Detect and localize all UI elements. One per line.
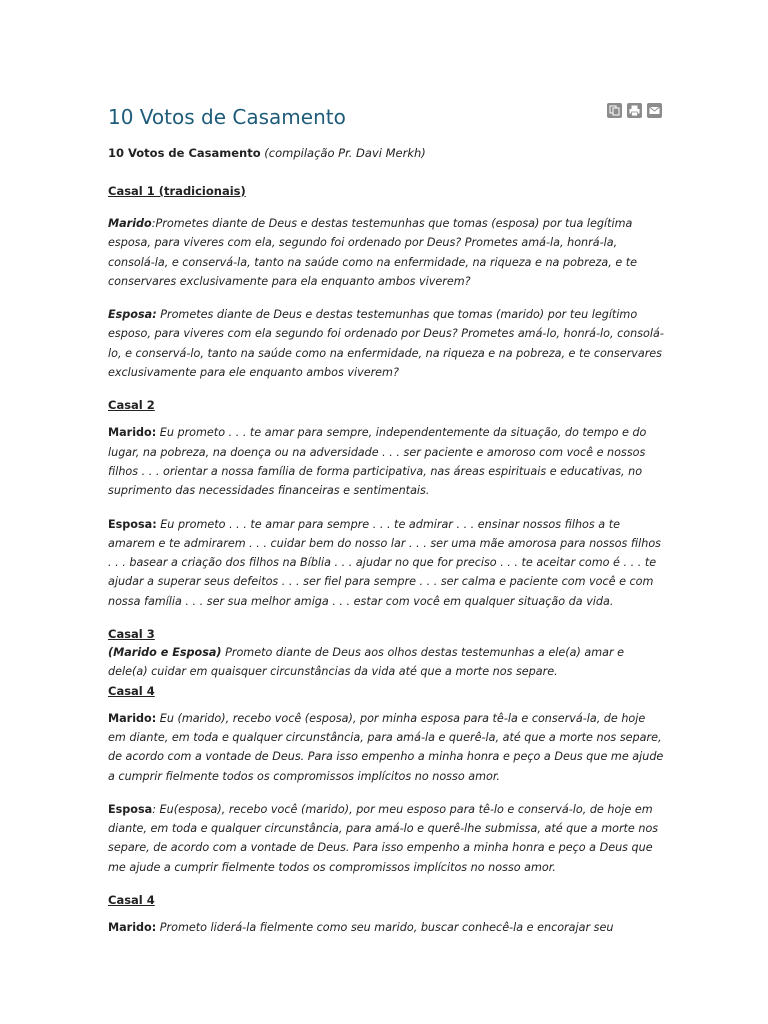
vow-text: Prometo diante de Deus aos olhos destas testemunhas a ele(a) amar e dele(a) cuidar em quaisquer circunstâncias da vida até que a morte nos separe.: [108, 646, 625, 679]
vow-marido-casal-4: [108, 709, 664, 786]
label-esposa: Esposa: [108, 802, 153, 816]
vow-text: Eu (marido), recebo você (esposa), por minha esposa para tê-la e conservá-la, de hoje em diante, em toda e qualquer circunstância, para amá-la e querê-la, até que a morte nos separe, de acordo com a vontade de Deus. Para isso empenho a minha honra e peço a Deus que me ajude a cumprir fielmente todos os compromissos implícitos no nosso amor.: [108, 711, 664, 783]
section-heading-casal-1: Casal 1 (tradicionais): [108, 184, 246, 198]
label-marido: Marido:: [108, 711, 157, 725]
vow-marido-casal-1: [108, 214, 664, 291]
section-heading-casal-4: Casal 4: [108, 683, 155, 698]
label-marido-e-esposa: (Marido e Esposa): [108, 646, 222, 660]
document-page: [108, 100, 664, 937]
subtitle-bold: 10 Votos de Casamento: [108, 146, 261, 160]
vow-casal-3: [108, 643, 664, 682]
vow-text: Prometes diante de Deus e destas testemunhas que tomas (marido) por teu legítimo esposo, para viveres com ela segundo foi ordenado por Deus? Prometes amá-lo, honrá-lo, consolá-lo, e conservá-lo, tanto na saúde como na enfermidade, na riqueza e na pobreza, e te conservares exclusivamente para ele enquanto ambos viverem?: [108, 308, 664, 380]
section-heading-casal-4b: Casal 4: [108, 893, 155, 908]
vow-esposa-casal-1: [108, 305, 664, 382]
subtitle: [108, 145, 664, 161]
subtitle-italic: (compilação Pr. Davi Merkh): [264, 146, 426, 160]
vow-marido-casal-4b: [108, 918, 664, 937]
label-esposa: Esposa:: [108, 517, 157, 531]
vow-text: : Eu(esposa), recebo você (marido), por meu esposo para tê-lo e conservá-lo, de hoje em diante, em toda e qualquer circunstância, para amá-lo e querê-lhe submissa, até que a morte nos separe, de acordo com a vontade de Deus. Para isso empenho a minha honra e peço a Deus que me ajude a cumprir fielmente todos os compromissos implícitos no nosso amor.: [108, 802, 659, 874]
vow-text: Eu prometo . . . te amar para sempre, independentemente da situação, do tempo e do lugar, na pobreza, na doença ou na adversidade . . . ser paciente e amoroso com você e nossos filhos . . . orientar a nossa família de forma participativa, nas áreas espirituais e educativas, no suprimento das necessidades financeiras e sentimentais.: [108, 426, 647, 498]
section-heading-casal-2: Casal 2: [108, 398, 155, 413]
vow-text: Prometo liderá-la fielmente como seu marido, buscar conhecê-la e encorajar seu: [156, 921, 614, 935]
vow-esposa-casal-4: [108, 800, 664, 877]
toolbar-icons: [607, 103, 662, 118]
print-icon[interactable]: [627, 103, 642, 118]
vow-text: Prometes diante de Deus e destas testemunhas que tomas (esposa) por tua legítima esposa, para viveres com ela, segundo foi ordenado por Deus? Prometes amá-la, honrá-la, consolá-la, e conservá-la, tanto na saúde como na enfermidade, na riqueza e na pobreza, e te conservares exclusivamente para ela enquanto ambos viverem?: [108, 217, 638, 288]
label-marido: Marido: [108, 217, 152, 230]
label-marido: Marido:: [108, 921, 157, 935]
vow-text: Eu prometo . . . te amar para sempre . . . te admirar . . . ensinar nossos filhos a te amarem e te admirarem . . . cuidar bem do nosso lar . . . ser uma mãe amorosa para nossos filhos . . . basear a criação dos filhos na Bíblia . . . ajudar no que for preciso . . . te aceitar como é . . . te ajudar a superar seus defeitos . . . ser fiel para sempre . . . ser calma e paciente com você e com nossa família . . . ser sua melhor amiga . . . estar com você em qualquer situação da vida.: [108, 517, 661, 608]
copy-icon[interactable]: [607, 103, 622, 118]
vow-marido-casal-2: [108, 423, 664, 500]
vow-esposa-casal-2: [108, 515, 664, 611]
page-title: 10 Votos de Casamento: [108, 105, 346, 129]
label-marido: Marido:: [108, 426, 157, 440]
colon: :: [151, 217, 156, 230]
section-heading-casal-3: Casal 3: [108, 627, 155, 642]
label-esposa: Esposa:: [108, 308, 157, 322]
mail-icon[interactable]: [647, 103, 662, 118]
